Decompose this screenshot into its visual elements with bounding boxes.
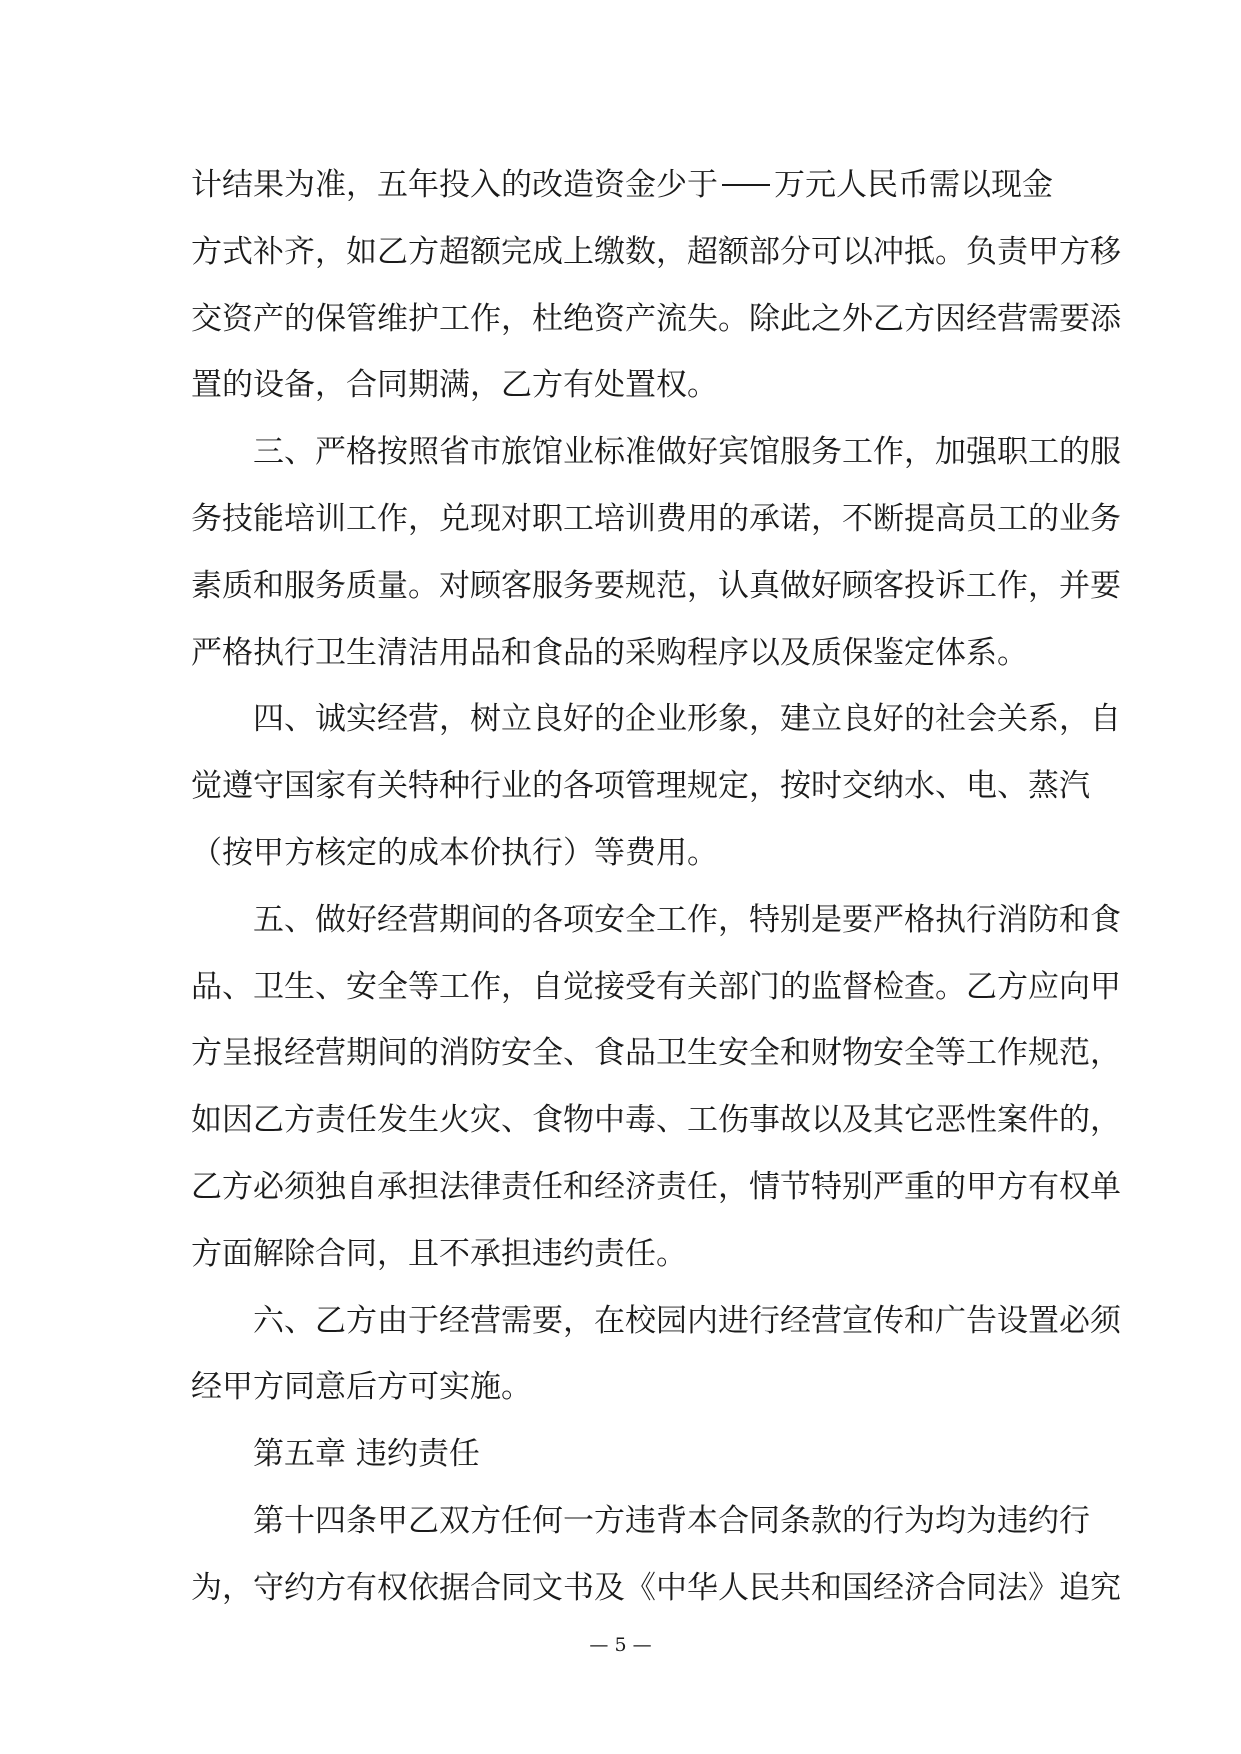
text-line: 第五章 违约责任 (253, 1436, 480, 1473)
text-line: （按甲方核定的成本价执行）等费用。 (191, 834, 718, 871)
text-line: 第 十 四 条 甲 乙 双 方 任 何 一 方 违 背 本 合 同 条 款 的 行 为 均 为 违 约 行 (253, 1502, 1090, 1539)
text-line: 六 、 乙 方 由 于 经 营 需 要 ， 在 校 园 内 进 行 经 营 宣 传 和 广 告 设 置 必 须 (253, 1302, 1121, 1339)
text-line: 三 、 严 格 按 照 省 市 旅 馆 业 标 准 做 好 宾 馆 服 务 工 作 ， 加 强 职 工 的 服 (253, 434, 1121, 471)
text-line: 四 、 诚 实 经 营 ， 树 立 良 好 的 企 业 形 象 ， 建 立 良 好 的 社 会 关 系 ， 自 (253, 701, 1121, 738)
text-line: 方 呈 报 经 营 期 间 的 消 防 安 全 、 食 品 卫 生 安 全 和 财 物 安 全 等 工 作 规 范 ， (191, 1035, 1121, 1072)
text-line: 置的设备，合同期满，乙方有处置权。 (191, 367, 718, 404)
text-line: 觉 遵 守 国 家 有 关 特 种 行 业 的 各 项 管 理 规 定 ， 按 时 交 纳 水 、 电 、 蒸 汽 (191, 768, 1090, 805)
text-line: 计 结 果 为 准 ， 五 年 投 入 的 改 造 资 金 少 于 万 元 人 民 币 需 以 现 金 (191, 152, 1053, 219)
text-line: 素 质 和 服 务 质 量 。 对 顾 客 服 务 要 规 范 ， 认 真 做 好 顾 客 投 诉 工 作 ， 并 要 (191, 567, 1121, 604)
text-line: 乙 方 必 须 独 自 承 担 法 律 责 任 和 经 济 责 任 ， 情 节 特 别 严 重 的 甲 方 有 权 单 (191, 1168, 1121, 1205)
text-line: 严格执行卫生清洁用品和食品的采购程序以及质保鉴定体系。 (191, 634, 1028, 671)
text-line: 方面解除合同，且不承担违约责任。 (191, 1235, 687, 1272)
document-body (191, 152, 1121, 1622)
text-line: 经甲方同意后方可实施。 (191, 1369, 532, 1406)
page-number: — 5 — (589, 1634, 652, 1656)
text-line: 交 资 产 的 保 管 维 护 工 作 ， 杜 绝 资 产 流 失 。 除 此 之 外 乙 方 因 经 营 需 要 添 (191, 300, 1121, 337)
fill-in-blank (722, 146, 770, 186)
text-line: 五 、 做 好 经 营 期 间 的 各 项 安 全 工 作 ， 特 别 是 要 严 格 执 行 消 防 和 食 (253, 901, 1121, 938)
text-line: 品 、 卫 生 、 安 全 等 工 作 ， 自 觉 接 受 有 关 部 门 的 监 督 检 查 。 乙 方 应 向 甲 (191, 968, 1121, 1005)
text-line: 为 ， 守 约 方 有 权 依 据 合 同 文 书 及 《 中 华 人 民 共 和 国 经 济 合 同 法 》 追 究 (191, 1569, 1121, 1606)
text-line: 方 式 补 齐 ， 如 乙 方 超 额 完 成 上 缴 数 ， 超 额 部 分 可 以 冲 抵 。 负 责 甲 方 移 (191, 233, 1121, 270)
text-line: 如 因 乙 方 责 任 发 生 火 灾 、 食 物 中 毒 、 工 伤 事 故 以 及 其 它 恶 性 案 件 的 ， (191, 1102, 1121, 1139)
text-line: 务 技 能 培 训 工 作 ， 兑 现 对 职 工 培 训 费 用 的 承 诺 ， 不 断 提 高 员 工 的 业 务 (191, 500, 1121, 537)
